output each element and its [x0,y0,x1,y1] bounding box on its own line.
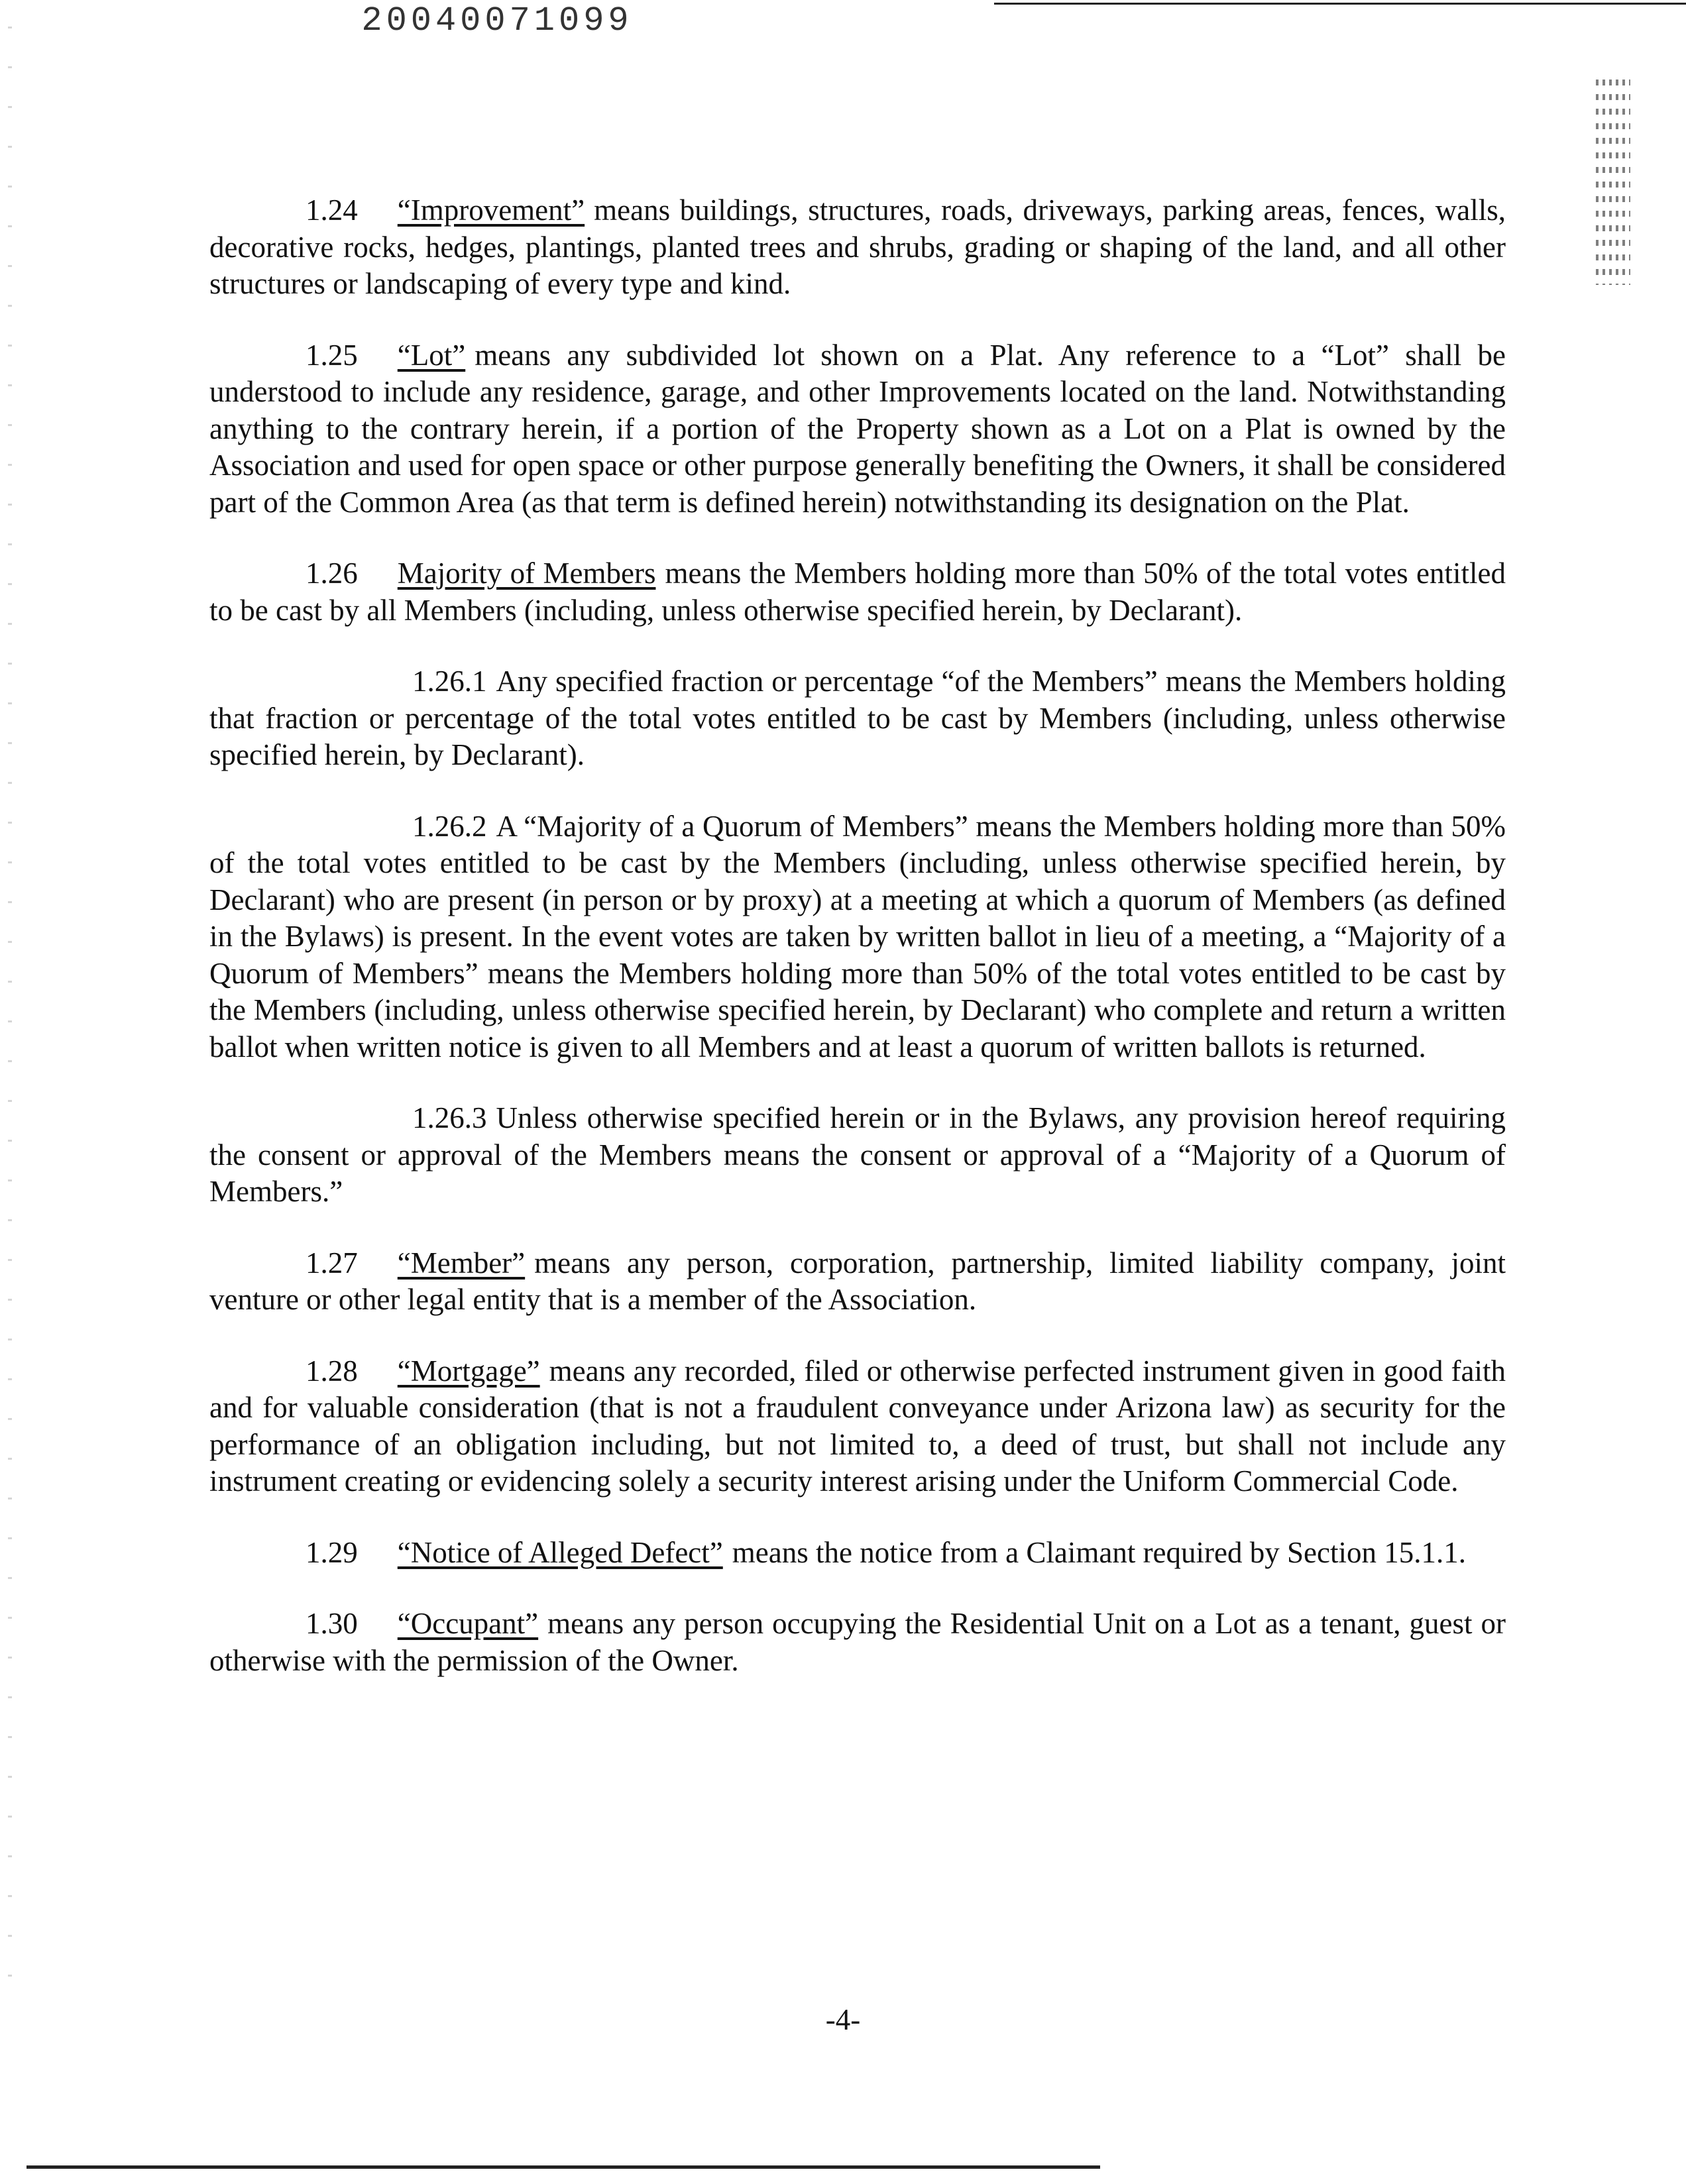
section-text: means any subdivided lot shown on a Plat. Any reference to a “Lot” shall be understood to include any residence, garage, and other Improvements located on the land. Notwithstanding anything to the contrary herein, if a portion of the Property shown as a Lot on a Plat is owned by the Association and used for open space or other purpose generally benefiting the Owners, it shall be considered part of the Common Area (as that term is defined herein) notwithstanding its designation on the Plat. [209,338,1506,519]
section-1-26 [209,555,1506,629]
section-text: means the notice from a Claimant required by Section 15.1.1. [732,1535,1466,1569]
defined-term: “Lot” [397,338,466,372]
defined-term: “Mortgage” [397,1354,540,1388]
section-1-26-1 [209,663,1506,774]
scan-margin-marks [8,27,12,2014]
section-1-25 [209,337,1506,521]
defined-term: “Improvement” [397,193,585,227]
section-number: 1.29 [306,1535,358,1569]
defined-term: “Notice of Alleged Defect” [397,1535,723,1569]
section-1-26-3 [209,1100,1506,1211]
section-1-26-2 [209,808,1506,1066]
page-number: -4- [825,2003,861,2036]
document-body [209,192,1506,1714]
recording-barcode [1596,80,1630,285]
section-text: A “Majority of a Quorum of Members” means the Members holding more than 50% of the total votes entitled to be cast by the Members (including, unless otherwise specified herein, by Declarant) who are present (in person or by proxy) at a meeting at which a quorum of Members (as defined in the Bylaws) is present. In the event votes are taken by written ballot in lieu of a meeting, a “Majority of a Quorum of Members” means the Members holding more than 50% of the total votes entitled to be cast by the Members (including, unless otherwise specified herein, by Declarant) who complete and return a written ballot when written notice is given to all Members and at least a quorum of written ballots is returned. [209,809,1506,1064]
section-number: 1.26.1 [412,665,487,698]
section-1-28 [209,1353,1506,1500]
section-text: means any recorded, filed or otherwise perfected instrument given in good faith and for valuable consideration (that is not a fraudulent conveyance under Arizona law) as security for the performance of an obligation including, but not limited to, a deed of trust, but shall not include any instrument creating or evidencing solely a security interest arising under the Uniform Commercial Code. [209,1354,1506,1498]
section-number: 1.26 [306,557,358,590]
defined-term: “Occupant” [397,1607,539,1640]
bottom-rule [27,2165,1100,2169]
section-text: means any person, corporation, partnership, limited liability company, joint venture or other legal entity that is a member of the Association. [209,1246,1506,1316]
section-1-29 [209,1535,1506,1572]
section-text: Unless otherwise specified herein or in the Bylaws, any provision hereof requiring the consent or approval of the Members means the consent or approval of a “Majority of a Quorum of Members.” [209,1101,1506,1208]
section-1-24 [209,192,1506,303]
section-number: 1.27 [306,1246,358,1280]
section-text: Any specified fraction or percentage “of the Members” means the Members holding that fraction or percentage of the total votes entitled to be cast by Members (including, unless otherwise specified herein, by Declarant). [209,665,1506,771]
document-number: 20040071099 [361,1,633,40]
defined-term: “Member” [397,1246,526,1280]
section-1-30 [209,1606,1506,1679]
section-text: means buildings, structures, roads, driveways, parking areas, fences, walls, decorative rocks, hedges, plantings, planted trees and shrubs, grading or shaping of the land, and all other structures or landscaping of every type and kind. [209,193,1506,300]
section-number: 1.26.3 [412,1101,487,1134]
section-text: means any person occupying the Residential Unit on a Lot as a tenant, guest or otherwise with the permission of the Owner. [209,1607,1506,1677]
section-text: means the Members holding more than 50% of the total votes entitled to be cast by all Members (including, unless otherwise specified herein, by Declarant). [209,557,1506,627]
section-1-27 [209,1245,1506,1319]
section-number: 1.25 [306,338,358,372]
top-rule [994,3,1686,5]
section-number: 1.24 [306,193,358,227]
section-number: 1.30 [306,1607,358,1640]
section-number: 1.26.2 [412,809,487,843]
defined-term: Majority of Members [397,557,656,590]
section-number: 1.28 [306,1354,358,1388]
